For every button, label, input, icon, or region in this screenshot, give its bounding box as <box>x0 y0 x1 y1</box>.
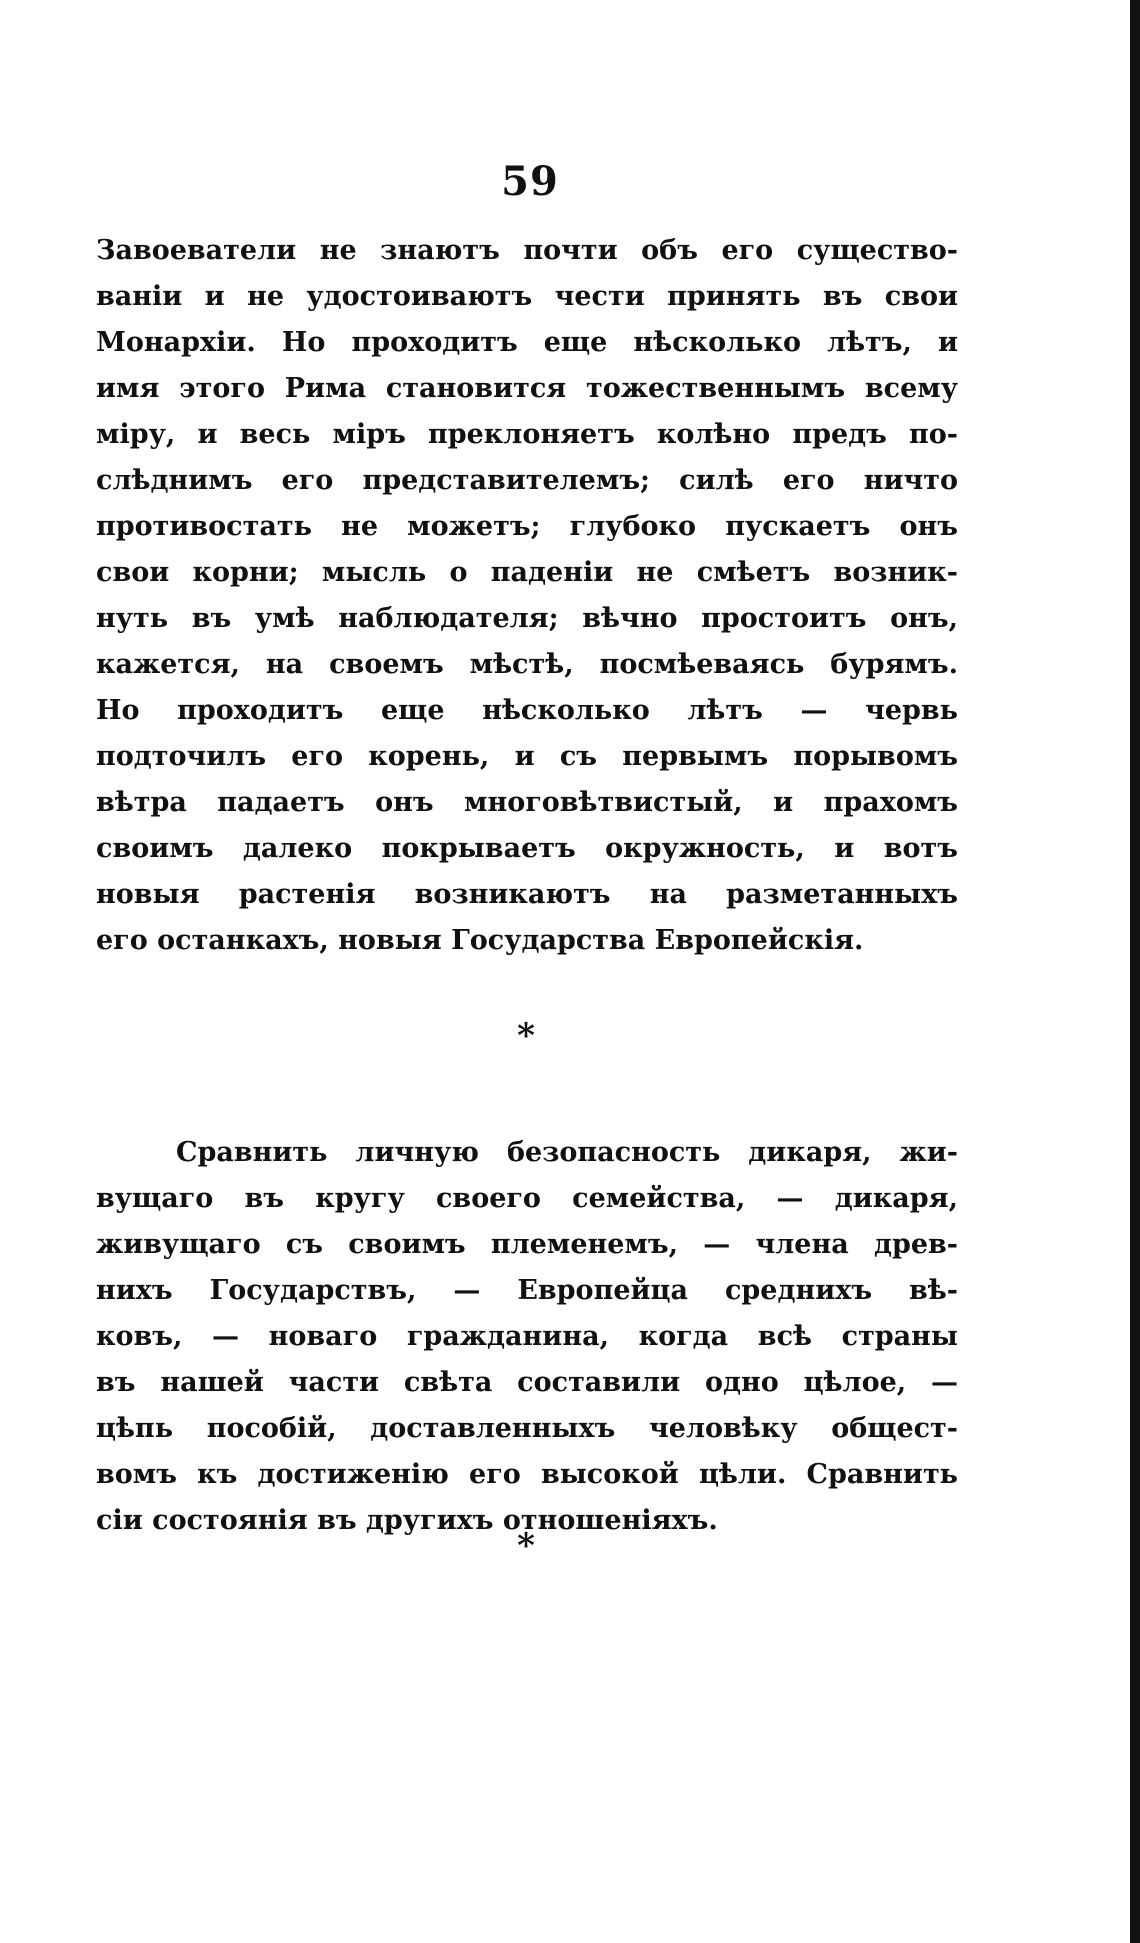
paragraph-2 <box>96 1130 958 1544</box>
text-line: имя этого Рима становится тожественнымъ всему <box>96 373 958 404</box>
text-line: новыя растенія возникаютъ на разметанныхъ <box>96 879 958 910</box>
text-line: Сравнить личную безопасность дикаря, жи- <box>176 1137 958 1168</box>
text-line: цѣпь пособій, доставленныхъ человѣку общест- <box>96 1413 958 1444</box>
text-line: ковъ, — новаго гражданина, когда всѣ страны <box>96 1321 958 1352</box>
paragraph-1 <box>96 228 958 964</box>
page-number: 59 <box>501 158 559 205</box>
text-line: сіи состоянія въ другихъ отношеніяхъ. <box>96 1505 718 1536</box>
text-line: вомъ къ достиженію его высокой цѣли. Сравнить <box>96 1459 958 1490</box>
text-line: подточилъ его корень, и съ первымъ порывомъ <box>96 741 958 772</box>
text-line: вѣтра падаетъ онъ многовѣтвистый, и прахомъ <box>96 787 958 818</box>
text-line: въ нашей части свѣта составили одно цѣлое, — <box>96 1367 958 1398</box>
text-line: Монархіи. Но проходитъ еще нѣсколько лѣтъ, и <box>96 327 958 358</box>
page-edge-border <box>1130 0 1140 1943</box>
text-line: нихъ Государствъ, — Европейца среднихъ вѣ- <box>96 1275 958 1306</box>
text-line: слѣднимъ его представителемъ; силѣ его ничто <box>96 465 958 496</box>
text-line: противостать не можетъ; глубоко пускаетъ онъ <box>96 511 958 542</box>
text-line: нуть въ умѣ наблюдателя; вѣчно простоитъ онъ, <box>96 603 958 634</box>
text-line: кажется, на своемъ мѣстѣ, посмѣеваясь бурямъ. <box>96 649 958 680</box>
section-separator: * <box>517 1016 535 1056</box>
text-line: міру, и весь міръ преклоняетъ колѣно предъ по- <box>96 419 958 450</box>
text-line: Завоеватели не знаютъ почти объ его существо- <box>96 235 958 266</box>
text-line: Но проходитъ еще нѣсколько лѣтъ — червь <box>96 695 958 726</box>
text-line: ваніи и не удостоиваютъ чести принять въ свои <box>96 281 958 312</box>
text-line: вущаго въ кругу своего семейства, — дикаря, <box>96 1183 958 1214</box>
text-line: живущаго съ своимъ племенемъ, — члена древ- <box>96 1229 958 1260</box>
section-separator: * <box>517 1526 535 1566</box>
text-line: его останкахъ, новыя Государства Европейскія. <box>96 925 864 956</box>
text-line: своимъ далеко покрываетъ окружность, и вотъ <box>96 833 958 864</box>
text-line: свои корни; мысль о паденіи не смѣетъ возник- <box>96 557 958 588</box>
